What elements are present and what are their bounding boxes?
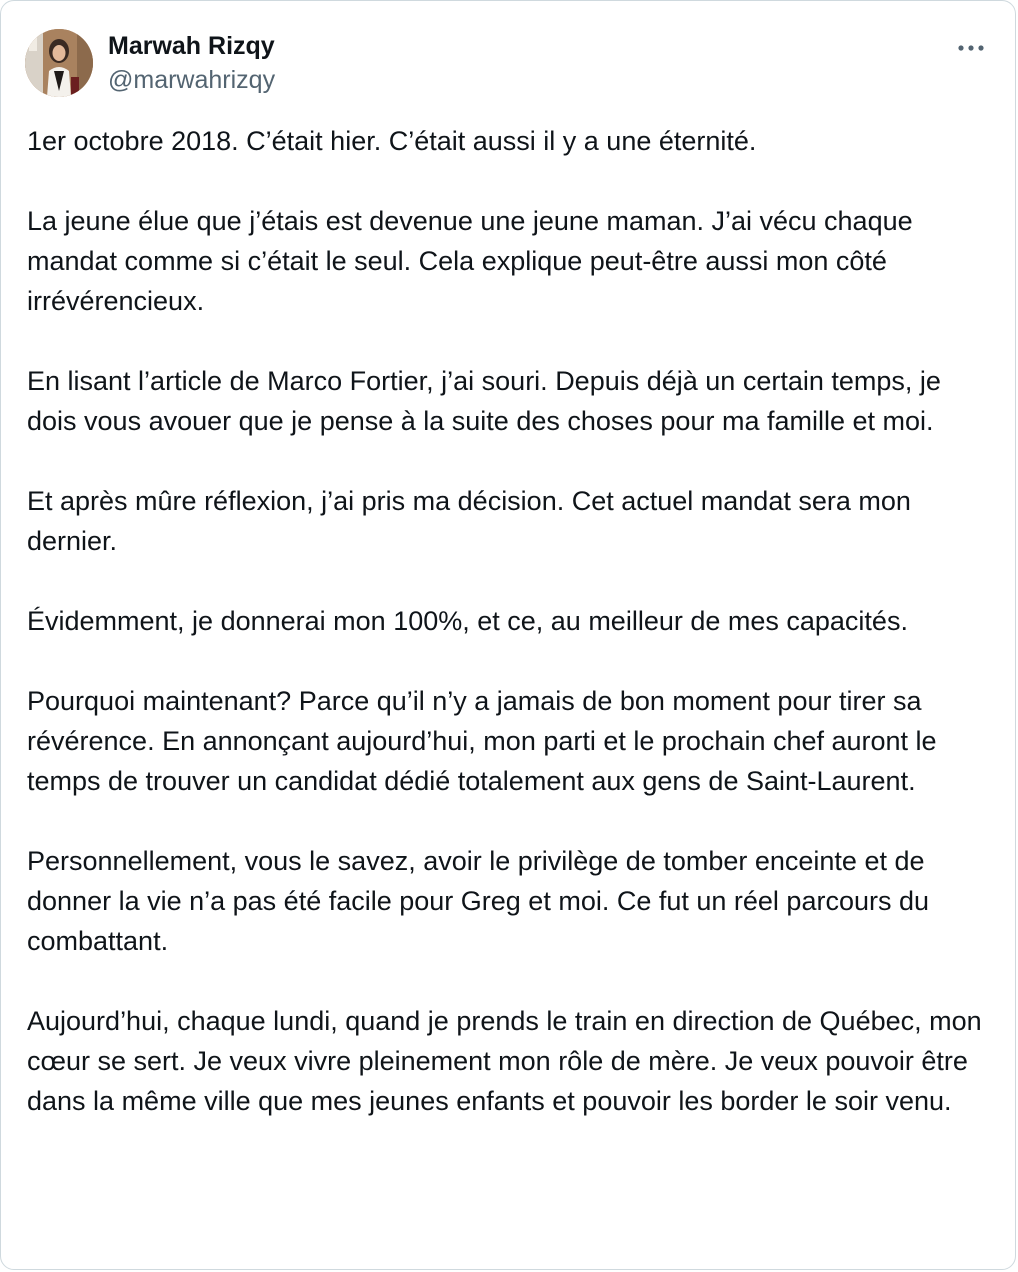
tweet-paragraph: 1er octobre 2018. C’était hier. C’était aussi il y a une éternité. (27, 126, 757, 156)
more-options-button[interactable] (951, 33, 991, 63)
avatar[interactable] (25, 29, 93, 97)
profile-photo-icon (25, 29, 93, 97)
tweet-paragraph: Personnellement, vous le savez, avoir le privilège de tomber enceinte et de donner la vie n’a pas été facile pour Greg et moi. Ce fut un réel parcours du combattant. (27, 846, 930, 956)
tweet-paragraph: La jeune élue que j’étais est devenue une jeune maman. J’ai vécu chaque mandat comme si c’était le seul. Cela explique peut-être aussi mon côté irrévérencieux. (27, 206, 913, 316)
tweet-paragraph: Évidemment, je donnerai mon 100%, et ce, au meilleur de mes capacités. (27, 606, 908, 636)
tweet-paragraph: Pourquoi maintenant? Parce qu’il n’y a jamais de bon moment pour tirer sa révérence. En annonçant aujourd’hui, mon parti et le prochain chef auront le temps de trouver un candidat dédié totalement aux gens de Saint-Laurent. (27, 686, 937, 796)
author-names (108, 31, 275, 96)
author-handle[interactable]: @marwahrizqy (108, 66, 276, 94)
tweet-text (27, 121, 997, 1161)
tweet-header (25, 29, 991, 99)
more-horizontal-icon (957, 44, 985, 52)
author-display-name[interactable]: Marwah Rizqy (108, 32, 275, 60)
tweet-paragraph: Aujourd’hui, chaque lundi, quand je prends le train en direction de Québec, mon cœur se sert. Je veux vivre pleinement mon rôle de mère. Je veux pouvoir être dans la même ville que mes jeunes enfants et pouvoir les border le soir venu. (27, 1006, 982, 1116)
tweet-paragraph: Et après mûre réflexion, j’ai pris ma décision. Cet actuel mandat sera mon dernier. (27, 486, 911, 556)
tweet-paragraph: En lisant l’article de Marco Fortier, j’ai souri. Depuis déjà un certain temps, je dois vous avouer que je pense à la suite des choses pour ma famille et moi. (27, 366, 941, 436)
